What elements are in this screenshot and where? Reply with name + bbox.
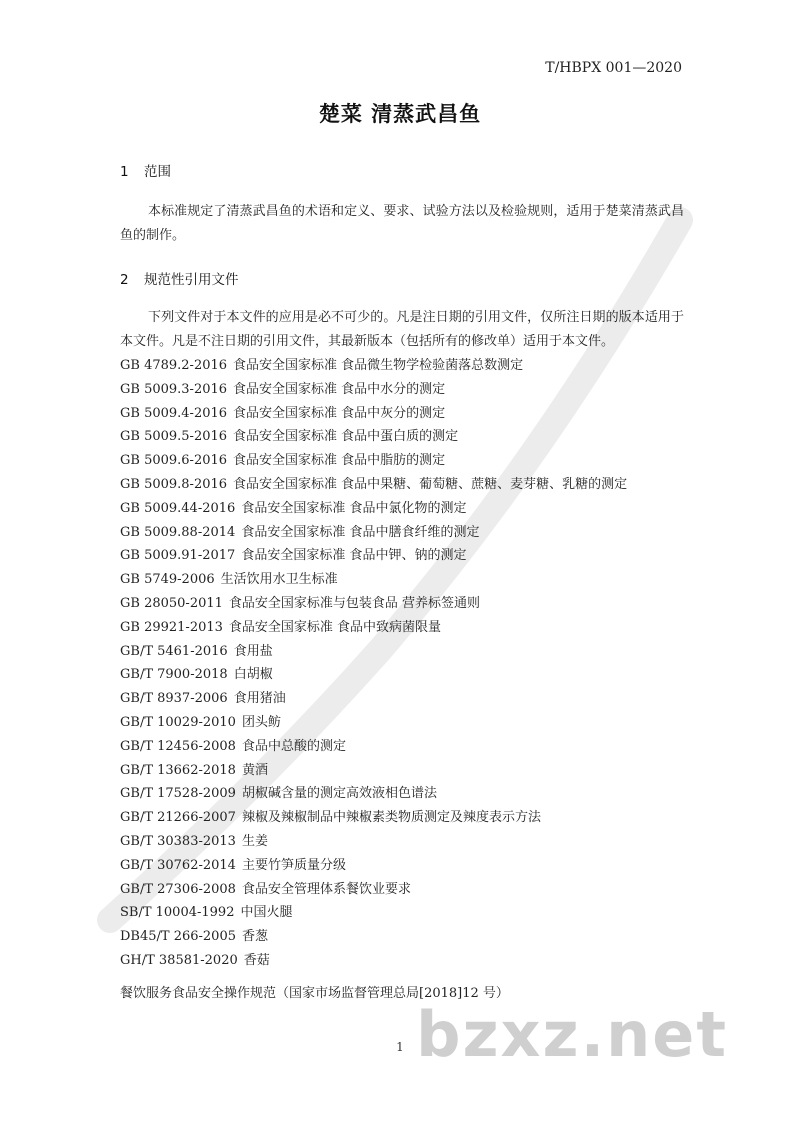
reference-title: 食品安全国家标准 食品中脂肪的测定 — [233, 453, 446, 469]
reference-item — [120, 568, 690, 592]
reference-item — [120, 425, 690, 449]
reference-title: 食品安全国家标准 食品中果糖、葡萄糖、蔗糖、麦芽糖、乳糖的测定 — [233, 476, 628, 492]
reference-item — [120, 759, 690, 783]
reference-title: 白胡椒 — [233, 667, 273, 683]
reference-code: GB/T 12456-2008 — [120, 738, 236, 754]
section-title: 范围 — [144, 164, 171, 180]
reference-item — [120, 640, 690, 664]
reference-item — [120, 949, 690, 973]
reference-code: GB 5009.88-2014 — [120, 524, 236, 540]
reference-item — [120, 854, 690, 878]
reference-item — [120, 616, 690, 640]
reference-title: 食品安全国家标准 食品中钾、钠的测定 — [241, 548, 467, 564]
section-number: 2 — [120, 272, 129, 288]
reference-code: GB 5009.3-2016 — [120, 381, 228, 397]
reference-title: 生活饮用水卫生标准 — [220, 572, 338, 588]
reference-code: GB/T 8937-2006 — [120, 691, 228, 707]
reference-title: 食用盐 — [233, 643, 273, 659]
reference-code: GB 5009.5-2016 — [120, 429, 228, 445]
reference-code: GB/T 10029-2010 — [120, 714, 236, 730]
reference-code: GB 29921-2013 — [120, 619, 223, 635]
section-title: 规范性引用文件 — [144, 272, 239, 288]
reference-item — [120, 925, 690, 949]
reference-code: GB 28050-2011 — [120, 595, 223, 611]
reference-title: 食品安全国家标准 食品中致病菌限量 — [228, 619, 442, 635]
reference-code: GB 5009.4-2016 — [120, 405, 228, 421]
reference-title: 胡椒碱含量的测定高效液相色谱法 — [241, 786, 437, 802]
reference-title: 食品安全管理体系餐饮业要求 — [241, 881, 411, 897]
reference-code: GB/T 21266-2007 — [120, 810, 236, 826]
reference-title: 食品中总酸的测定 — [241, 738, 346, 754]
reference-title: 团头鲂 — [241, 714, 281, 730]
reference-item — [120, 473, 690, 497]
reference-item — [120, 830, 690, 854]
reference-title: 食品安全国家标准 食品中灰分的测定 — [233, 405, 446, 421]
reference-title: 主要竹笋质量分级 — [241, 857, 346, 873]
reference-title: 辣椒及辣椒制品中辣椒素类物质测定及辣度表示方法 — [241, 810, 541, 826]
reference-code: GB/T 27306-2008 — [120, 881, 236, 897]
reference-title: 生姜 — [241, 833, 268, 849]
reference-item — [120, 497, 690, 521]
reference-title: 食用猪油 — [233, 691, 286, 707]
reference-code: GB/T 5461-2016 — [120, 643, 228, 659]
reference-item — [120, 663, 690, 687]
reference-title: 食品安全国家标准 食品中蛋白质的测定 — [233, 429, 459, 445]
reference-code: GB/T 13662-2018 — [120, 762, 236, 778]
site-watermark: bzxz.net — [416, 998, 728, 1071]
reference-code: DB45/T 266-2005 — [120, 929, 236, 945]
reference-title: 食品安全国家标准 食品中水分的测定 — [233, 381, 446, 397]
reference-item — [120, 521, 690, 545]
reference-code: GB 5749-2006 — [120, 572, 215, 588]
reference-code: GB/T 30762-2014 — [120, 857, 236, 873]
reference-code: GB/T 30383-2013 — [120, 833, 236, 849]
reference-code: GB 4789.2-2016 — [120, 358, 228, 373]
reference-list — [120, 354, 690, 973]
reference-item-last: 餐饮服务食品安全操作规范（国家市场监督管理总局[2018]12 号） — [120, 986, 509, 1001]
reference-code: GB 5009.44-2016 — [120, 500, 236, 516]
document-code: T/HBPX 001—2020 — [545, 60, 682, 76]
reference-item — [120, 354, 690, 378]
reference-code: GB/T 7900-2018 — [120, 667, 228, 683]
reference-title: 香葱 — [242, 929, 269, 945]
reference-title: 食品安全国家标准 食品中膳食纤维的测定 — [241, 524, 480, 540]
reference-code: GB/T 17528-2009 — [120, 786, 236, 802]
page-title: 楚菜 清蒸武昌鱼 — [318, 102, 482, 126]
reference-code: GB 5009.8-2016 — [120, 476, 228, 492]
reference-item — [120, 878, 690, 902]
reference-item — [120, 402, 690, 426]
reference-item — [120, 901, 690, 925]
scope-paragraph: 本标准规定了清蒸武昌鱼的术语和定义、要求、试验方法以及检验规则，适用于楚菜清蒸武昌鱼的制作。 — [120, 204, 684, 243]
reference-item — [120, 711, 690, 735]
reference-item — [120, 806, 690, 830]
references-intro-paragraph: 下列文件对于本文件的应用是必不可少的。凡是注日期的引用文件，仅所注日期的版本适用于本文件。凡是不注日期的引用文件，其最新版本（包括所有的修改单）适用于本文件。 — [120, 310, 684, 349]
reference-title: 食品安全国家标准与包装食品 营养标签通则 — [228, 595, 481, 611]
reference-item — [120, 378, 690, 402]
reference-item — [120, 592, 690, 616]
reference-title: 香菇 — [243, 952, 270, 968]
page-number: 1 — [396, 1040, 404, 1054]
reference-title: 食品安全国家标准 食品微生物学检验菌落总数测定 — [233, 358, 524, 373]
reference-code: GH/T 38581-2020 — [120, 952, 238, 968]
reference-item — [120, 782, 690, 806]
section-number: 1 — [120, 164, 129, 180]
section-heading-scope — [120, 160, 171, 180]
section-heading-normative-references — [120, 268, 239, 288]
reference-code: GB 5009.6-2016 — [120, 453, 228, 469]
reference-title: 黄酒 — [241, 762, 268, 778]
reference-code: SB/T 10004-1992 — [120, 905, 235, 921]
reference-item — [120, 544, 690, 568]
reference-code: GB 5009.91-2017 — [120, 548, 236, 564]
reference-title: 中国火腿 — [240, 905, 293, 921]
reference-item — [120, 449, 690, 473]
reference-item — [120, 687, 690, 711]
reference-item — [120, 735, 690, 759]
reference-title: 食品安全国家标准 食品中氯化物的测定 — [241, 500, 467, 516]
